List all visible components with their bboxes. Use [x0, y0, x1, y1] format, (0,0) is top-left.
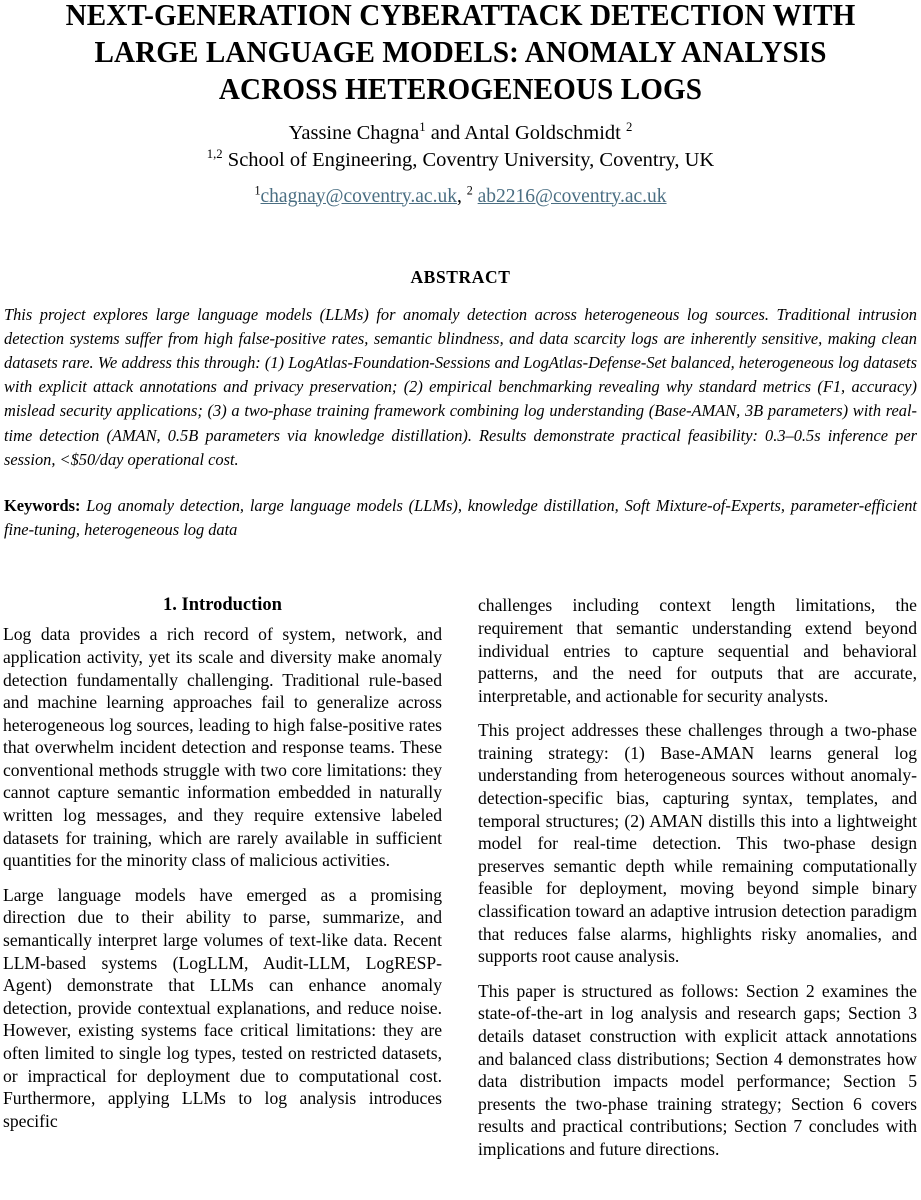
- email-1-marker: 1: [254, 183, 261, 197]
- author-2-affiliation-marker: 2: [626, 120, 633, 135]
- email-2-marker: 2: [466, 183, 473, 197]
- paper-title: [24, 0, 898, 108]
- keywords-label: Keywords: [4, 495, 76, 515]
- title-line-3: ACROSS HETEROGENEOUS LOGS: [218, 72, 703, 106]
- author-2-name: Antal Goldschmidt: [464, 122, 627, 144]
- affiliation: [3, 147, 918, 173]
- paragraph: This project addresses these challenges through a two-phase training strategy: (1) Base-AMAN learns general log understanding from heterogeneous sources without anomaly-detection-specific bias, capturing syntax, templates, and temporal structures; (2) AMAN distills this into a lightweight model for real-time detection. This two-phase design preserves semantic depth while remaining computationally feasible for deployment, moving beyond simple binary classification toward an adaptive intrusion detection paradigm that reduces false alarms, highlights risky anomalies, and supports root cause analysis.: [478, 720, 917, 967]
- email-separator: ,: [456, 185, 467, 207]
- author-1-affiliation-marker: 1: [419, 120, 426, 135]
- author-list: [3, 121, 918, 147]
- email-link-1[interactable]: chagnay@coventry.ac.uk: [260, 185, 457, 207]
- abstract-text: This project explores large language models (LLMs) for anomaly detection across heterogeneous log sources. Traditional intrusion detection systems suffer from high false-positive rates, semantic blindness, and data scarcity logs are inherently sensitive, making clean datasets rare. We address this through: (1) LogAtlas-Foundation-Sessions and LogAtlas-Defense-Set balanced, heterogeneous log datasets with explicit attack annotations and privacy preservation; (2) empirical benchmarking revealing why standard metrics (F1, accuracy) mislead security applications; (3) a two-phase training framework combining log understanding (Base-AMAN, 3B parameters) with real-time detection (AMAN, 0.5B parameters via knowledge distillation). Results demonstrate practical feasibility: 0.3–0.5s inference per session, <$50/day operational cost.: [4, 304, 917, 469]
- paragraph: Large language models have emerged as a promising direction due to their ability to parse, summarize, and semantically interpret large volumes of text-like data. Recent LLM-based systems (LogLLM, Audit-LLM, LogRESP-Agent) demonstrate that LLMs can enhance anomaly detection, provide contextual explanations, and reduce noise. However, existing systems face critical limitations: they are often limited to single log types, tested on restricted datasets, or impractical for deployment due to computational cost. Furthermore, applying LLMs to log analysis introduces specific: [3, 884, 442, 1131]
- affiliation-text: School of Engineering, Coventry University, Coventry, UK: [222, 148, 715, 171]
- paragraph: Log data provides a rich record of system, network, and application activity, yet its scale and diversity make anomaly detection fundamentally challenging. Traditional rule-based and machine learning approaches fail to generalize across heterogeneous log sources, leading to high false-positive rates that overwhelm incident detection and response teams. These conventional methods struggle with two core limitations: they cannot capture semantic information embedded in naturally written log messages, and they require extensive labeled datasets for training, which are rarely available in sufficient quantities for the minority class of malicious activities.: [3, 624, 442, 871]
- author-1-name: Yassine Chagna: [288, 122, 420, 144]
- title-line-1: NEXT-GENERATION CYBERATTACK DETECTION WITH: [65, 0, 856, 32]
- keywords-colon: :: [75, 495, 81, 515]
- affiliation-marker: 1,2: [206, 146, 223, 161]
- contact-emails: [3, 185, 918, 209]
- right-column: [478, 594, 917, 1160]
- keywords-text: Log anomaly detection, large language models (LLMs), knowledge distillation, Soft Mixture-of-Experts, parameter-efficient fine-tuning, heterogeneous log data: [4, 495, 917, 540]
- email-link-2[interactable]: ab2216@coventry.ac.uk: [477, 185, 667, 207]
- abstract-heading: ABSTRACT: [410, 266, 511, 287]
- author-conjunction: and: [425, 122, 465, 144]
- keywords-line: [3, 494, 918, 542]
- author-names: [3, 121, 918, 147]
- body-columns: [3, 594, 918, 1160]
- paragraph: challenges including context length limitations, the requirement that semantic understanding extend beyond individual entries to capture sequential and behavioral patterns, and the need for outputs that are accurate, interpretable, and actionable for security analysts.: [478, 595, 917, 706]
- title-line-2: LARGE LANGUAGE MODELS: ANOMALY ANALYSIS: [94, 35, 827, 69]
- left-column: [3, 594, 442, 1132]
- section-heading-introduction: 1. Introduction: [163, 595, 282, 616]
- paragraph: This paper is structured as follows: Section 2 examines the state-of-the-art in log analysis and research gaps; Section 3 details dataset construction with explicit attack annotations and balanced class distributions; Section 4 demonstrates how data distribution impacts model performance; Section 5 presents the two-phase training strategy; Section 6 covers results and practical contributions; Section 7 concludes with implications and future directions.: [478, 980, 917, 1159]
